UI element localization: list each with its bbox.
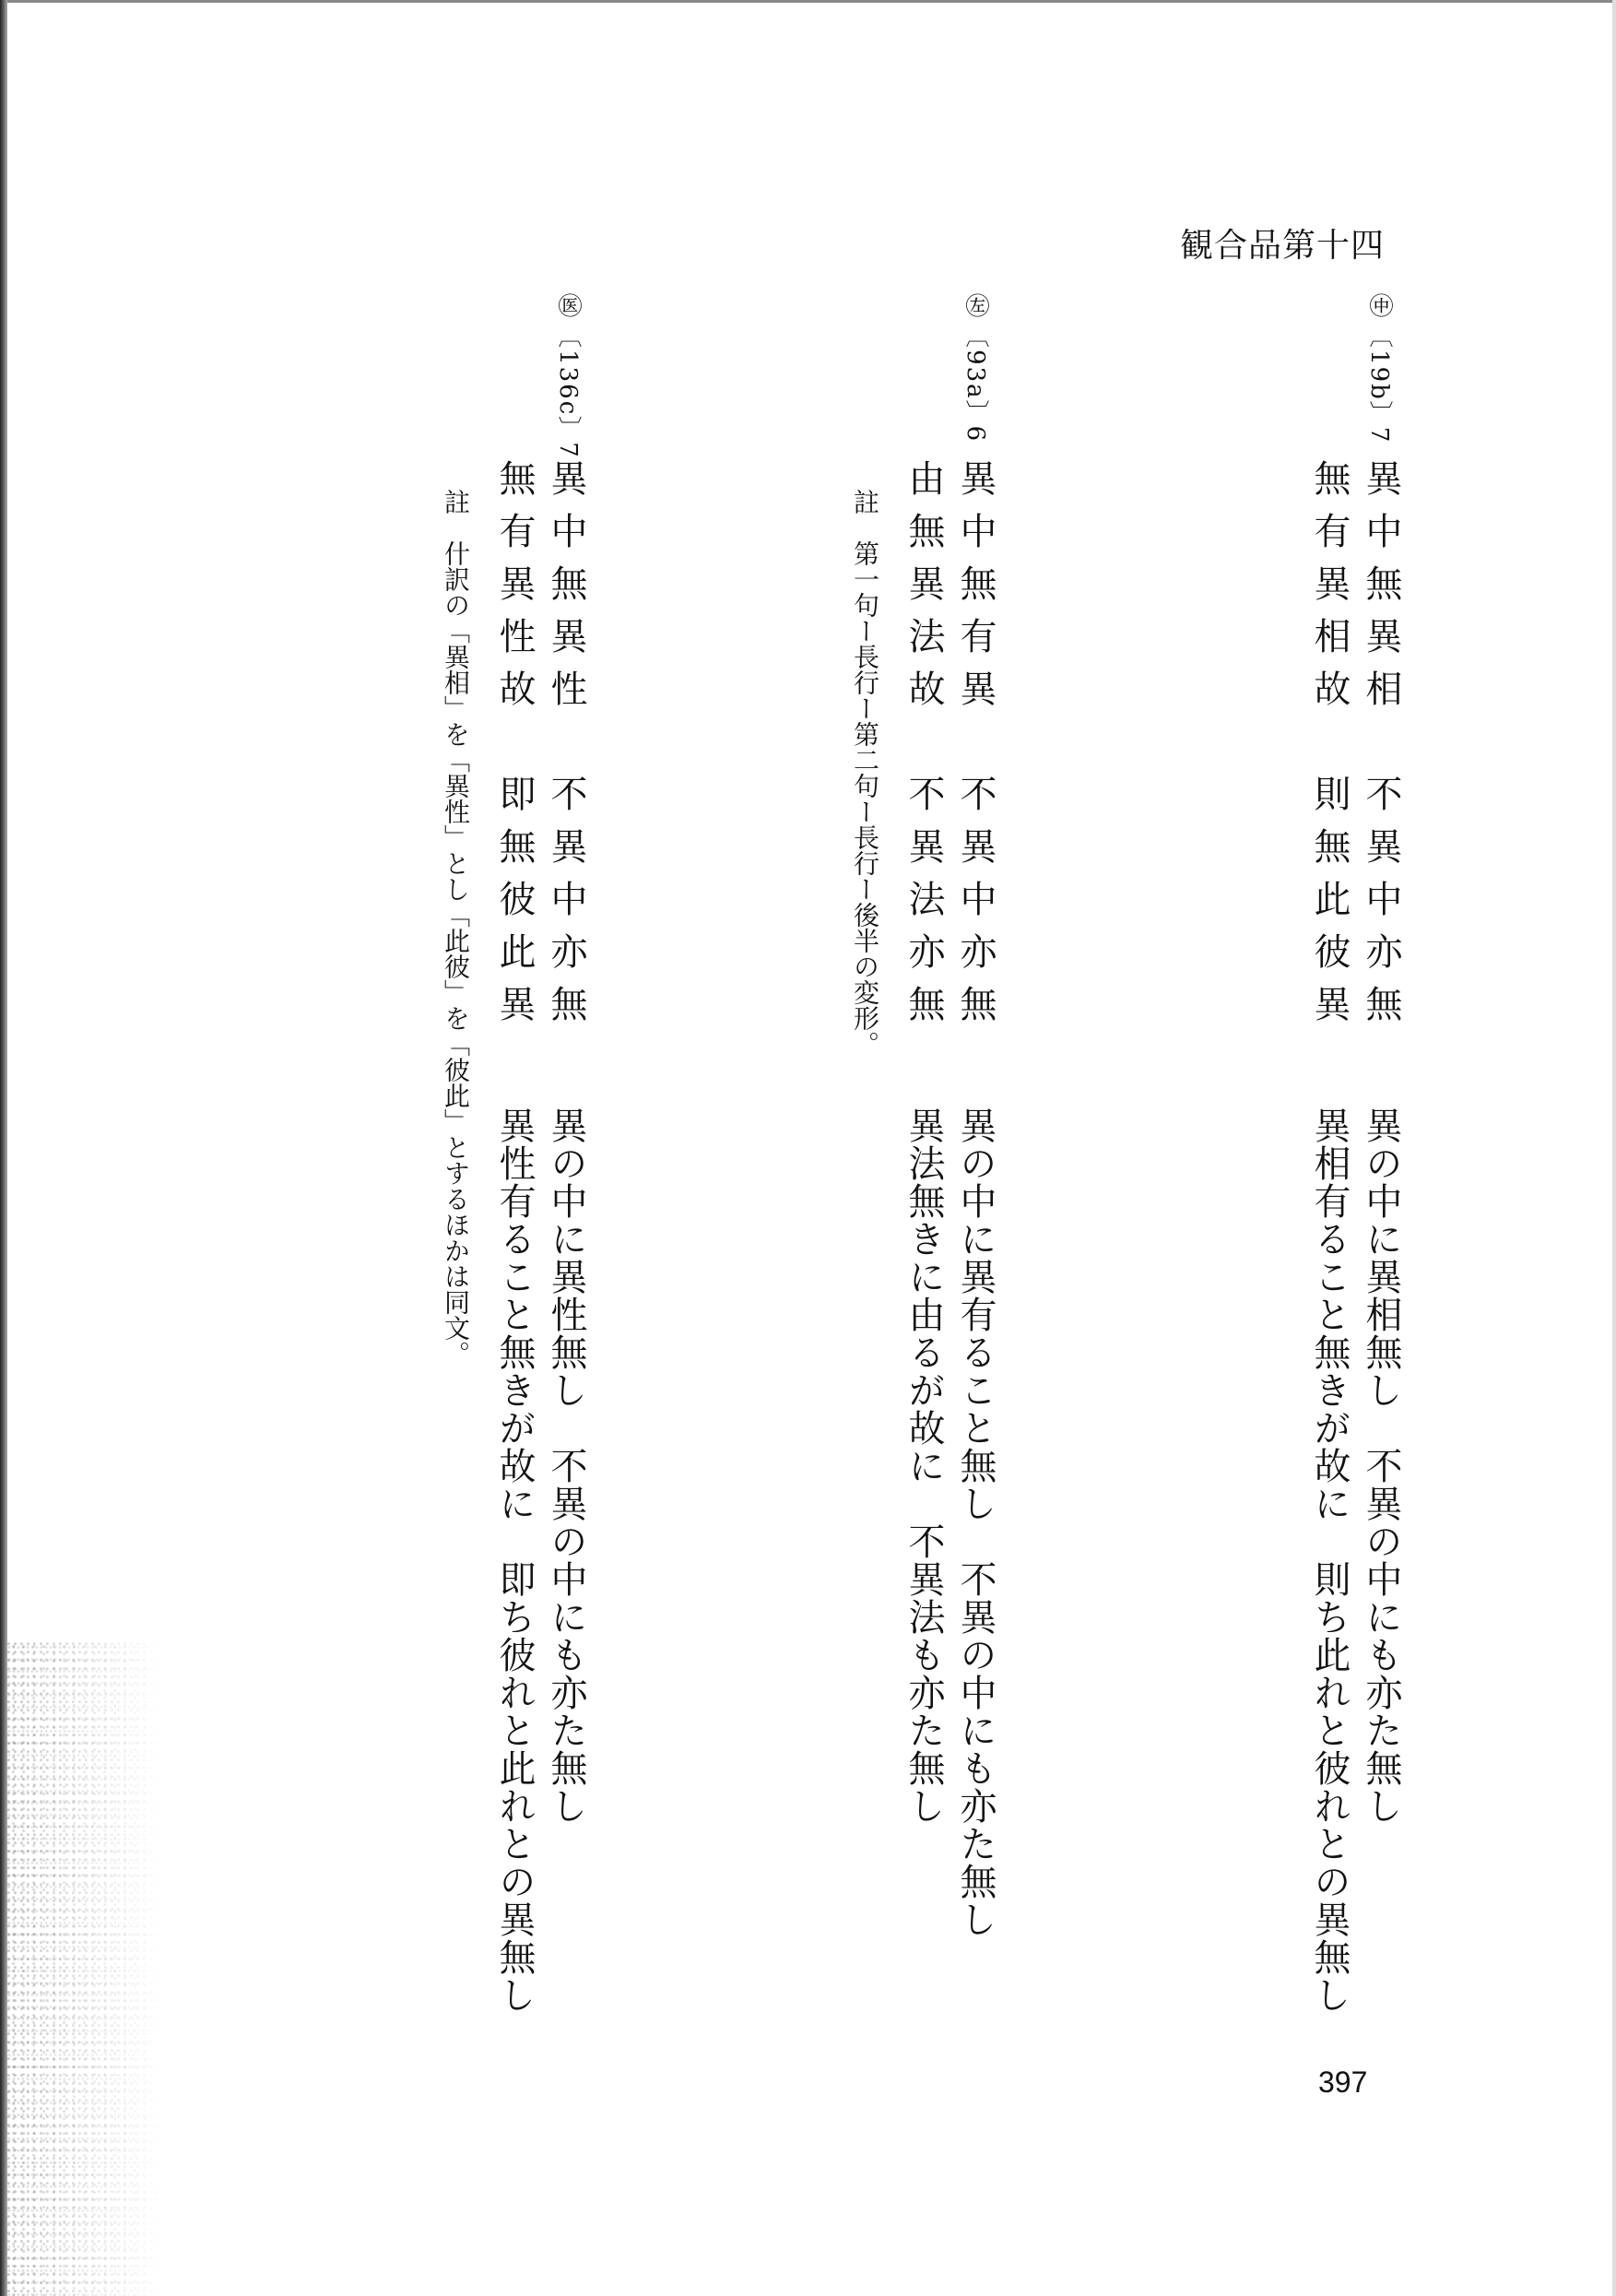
- group2-ref-column: [959, 293, 993, 443]
- group1-verse-line2: 無有異相故 則無此彼異: [1308, 459, 1351, 1037]
- group2-mark: ㊧: [961, 293, 989, 319]
- page-number: 397: [1318, 2065, 1368, 2099]
- group3-ref-column: [551, 293, 585, 459]
- group2-verse-line2: 由無異法故 不異法亦無: [902, 459, 945, 1037]
- group1-mark: ㊥: [1365, 293, 1393, 319]
- group3-kundoku-line1: 異の中に異性無し 不異の中にも亦た無し: [545, 1107, 587, 1825]
- group3-mark: ㊩: [554, 293, 582, 319]
- scan-edge-left: [0, 0, 7, 2296]
- group3-note: 註 什訳の「異相」を「異性」とし「此彼」を「彼此」とするほかは同文。: [441, 489, 471, 1367]
- group2-kundoku-line1: 異の中に異有ること無し 不異の中にも亦た無し: [954, 1107, 997, 1938]
- group3-kundoku-line2: 異性有ること無きが故に 即ち彼れと此れとの異無し: [493, 1107, 536, 2014]
- group2-kundoku-line2: 異法無きに由るが故に 不異法も亦た無し: [902, 1107, 945, 1825]
- running-header: 観合品第十四: [1180, 227, 1386, 265]
- group3-verse-line2: 無有異性故 即無彼此異: [493, 459, 536, 1037]
- group1-ref-column: [1362, 293, 1397, 444]
- scan-noise: [7, 1641, 164, 2296]
- group1-ref: 〔19b〕7: [1365, 324, 1393, 444]
- group1-verse-line1: 異中無異相 不異中亦無: [1360, 459, 1402, 1037]
- group3-verse-line1: 異中無異性 不異中亦無: [545, 459, 587, 1037]
- group2-ref: 〔93a〕6: [961, 324, 989, 444]
- scan-edge-top: [0, 0, 1616, 3]
- group1-kundoku-line1: 異の中に異相無し 不異の中にも亦た無し: [1360, 1107, 1402, 1825]
- group1-kundoku-line2: 異相有ること無きが故に 則ち此れと彼れとの異無し: [1308, 1107, 1351, 2014]
- group2-verse-line1: 異中無有異 不異中亦無: [954, 459, 997, 1037]
- group2-note: 註 第一句ー長行ー第二句ー長行ー後半の変形。: [850, 489, 880, 1057]
- group3-ref: 〔136c〕7: [554, 324, 582, 459]
- scan-edge-right: [1612, 0, 1616, 2296]
